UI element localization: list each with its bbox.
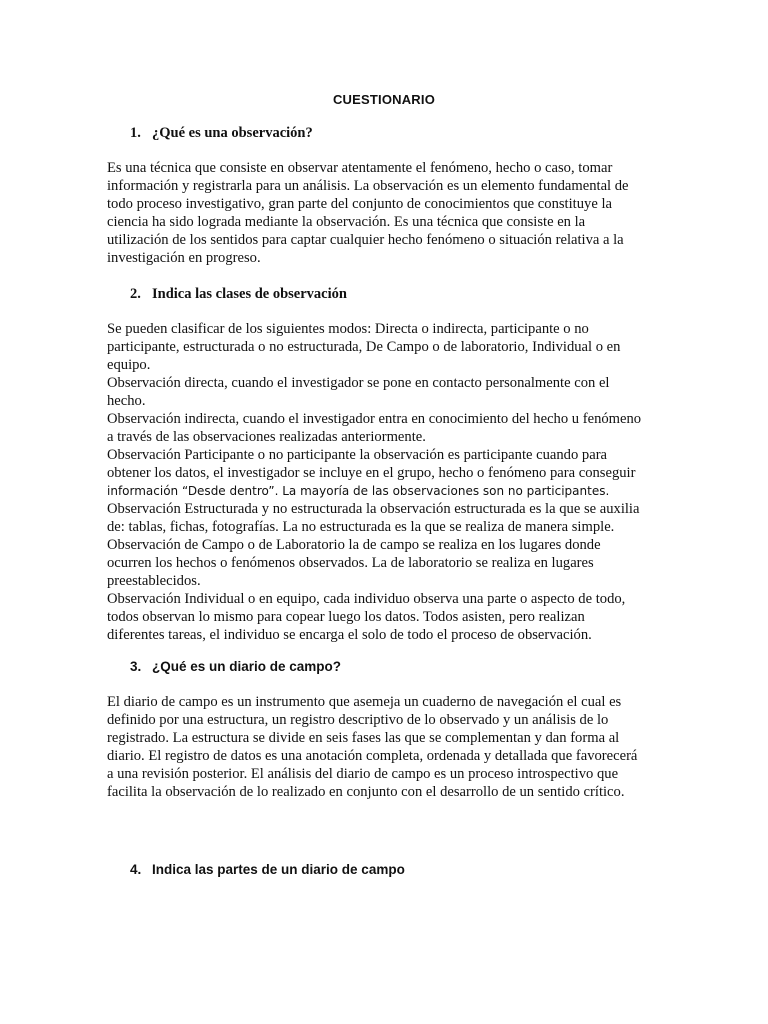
- answer-2-line: Observación directa, cuando el investigador se pone en contacto personalmente con el: [107, 375, 610, 391]
- answer-2-line: equipo.: [107, 357, 151, 373]
- answer-2-line: participante, estructurada o no estructurada, De Campo o de laboratorio, Individual o en: [107, 339, 621, 355]
- answer-2-line: Se pueden clasificar de los siguientes modos: Directa o indirecta, participante o no: [107, 321, 589, 337]
- question-4-heading: [130, 862, 405, 877]
- answer-3-paragraph: [107, 693, 667, 801]
- answer-1-paragraph: [107, 159, 667, 267]
- answer-3-line: definido por una estructura, un registro descriptivo de lo observado y un análisis de lo: [107, 712, 609, 728]
- answer-2-line: Observación de Campo o de Laboratorio la de campo se realiza en los lugares donde: [107, 537, 601, 553]
- answer-2-line: preestablecidos.: [107, 573, 201, 589]
- question-4-text: Indica las partes de un diario de campo: [152, 862, 405, 877]
- question-3-text: ¿Qué es un diario de campo?: [152, 659, 342, 674]
- answer-1-line: ciencia ha sido lograda mediante la observación. Es una técnica que consiste en la: [107, 214, 586, 230]
- answer-1-line: investigación en progreso.: [107, 250, 261, 266]
- question-4-number: 4.: [130, 862, 142, 877]
- answer-1-line: utilización de los sentidos para captar cualquier hecho fenómeno o situación relativa a la: [107, 232, 624, 248]
- answer-2-line: a través de las observaciones realizadas anteriormente.: [107, 429, 426, 445]
- question-2-heading: [130, 286, 347, 303]
- question-1-text: ¿Qué es una observación?: [152, 125, 313, 141]
- page-title: CUESTIONARIO: [332, 92, 436, 107]
- answer-2-line: diferentes tareas, el individuo se encarga el solo de todo el proceso de observación.: [107, 627, 592, 643]
- question-3-number: 3.: [130, 659, 142, 674]
- answer-2-line: obtener los datos, el investigador se incluye en el grupo, hecho o fenómeno para conseguir: [107, 465, 636, 481]
- answer-2-line: información “Desde dentro”. La mayoría de las observaciones son no participantes.: [107, 484, 610, 498]
- question-2-number: 2.: [130, 286, 141, 302]
- answer-3-line: facilita la observación de lo realizado en conjunto con el desarrollo de un sentido crítico.: [107, 784, 625, 800]
- answer-2-line: Observación Individual o en equipo, cada individuo observa una parte o aspecto de todo,: [107, 591, 626, 607]
- answer-1-line: información y registrarla para un análisis. La observación es un elemento fundamental de: [107, 178, 629, 194]
- question-1-heading: [130, 125, 313, 142]
- answer-2-line: Observación Estructurada y no estructurada la observación estructurada es la que se auxilia: [107, 501, 640, 517]
- answer-3-line: El diario de campo es un instrumento que asemeja un cuaderno de navegación el cual es: [107, 694, 622, 710]
- answer-2-line: todos observan lo mismo para copear luego los datos. Todos asisten, pero realizan: [107, 609, 585, 625]
- answer-2-line: ocurren los hechos o fenómenos observados. La de laboratorio se realiza en lugares: [107, 555, 594, 571]
- question-1-number: 1.: [130, 125, 141, 141]
- answer-2-line: de: tablas, fichas, fotografías. La no estructurada es la que se realiza de manera simple.: [107, 519, 615, 535]
- answer-1-line: todo proceso investigativo, gran parte del conjunto de conocimientos que constituye la: [107, 196, 612, 212]
- answer-2-line: Observación indirecta, cuando el investigador entra en conocimiento del hecho u fenómeno: [107, 411, 642, 427]
- question-3-heading: [130, 659, 341, 674]
- answer-3-line: registrado. La estructura se divide en seis fases las que se complementan y dan forma al: [107, 730, 620, 746]
- answer-3-line: diario. El registro de datos es una anotación completa, ordenada y detallada que favorecerá: [107, 748, 638, 764]
- question-2-text: Indica las clases de observación: [152, 286, 347, 302]
- answer-3-line: a una revisión posterior. El análisis del diario de campo es un proceso introspectivo que: [107, 766, 619, 782]
- answer-2-line: Observación Participante o no participante la observación es participante cuando para: [107, 447, 608, 463]
- answer-1-line: Es una técnica que consiste en observar atentamente el fenómeno, hecho o caso, tomar: [107, 160, 613, 176]
- answer-2-line: hecho.: [107, 393, 146, 409]
- answer-2-paragraph: [107, 320, 667, 644]
